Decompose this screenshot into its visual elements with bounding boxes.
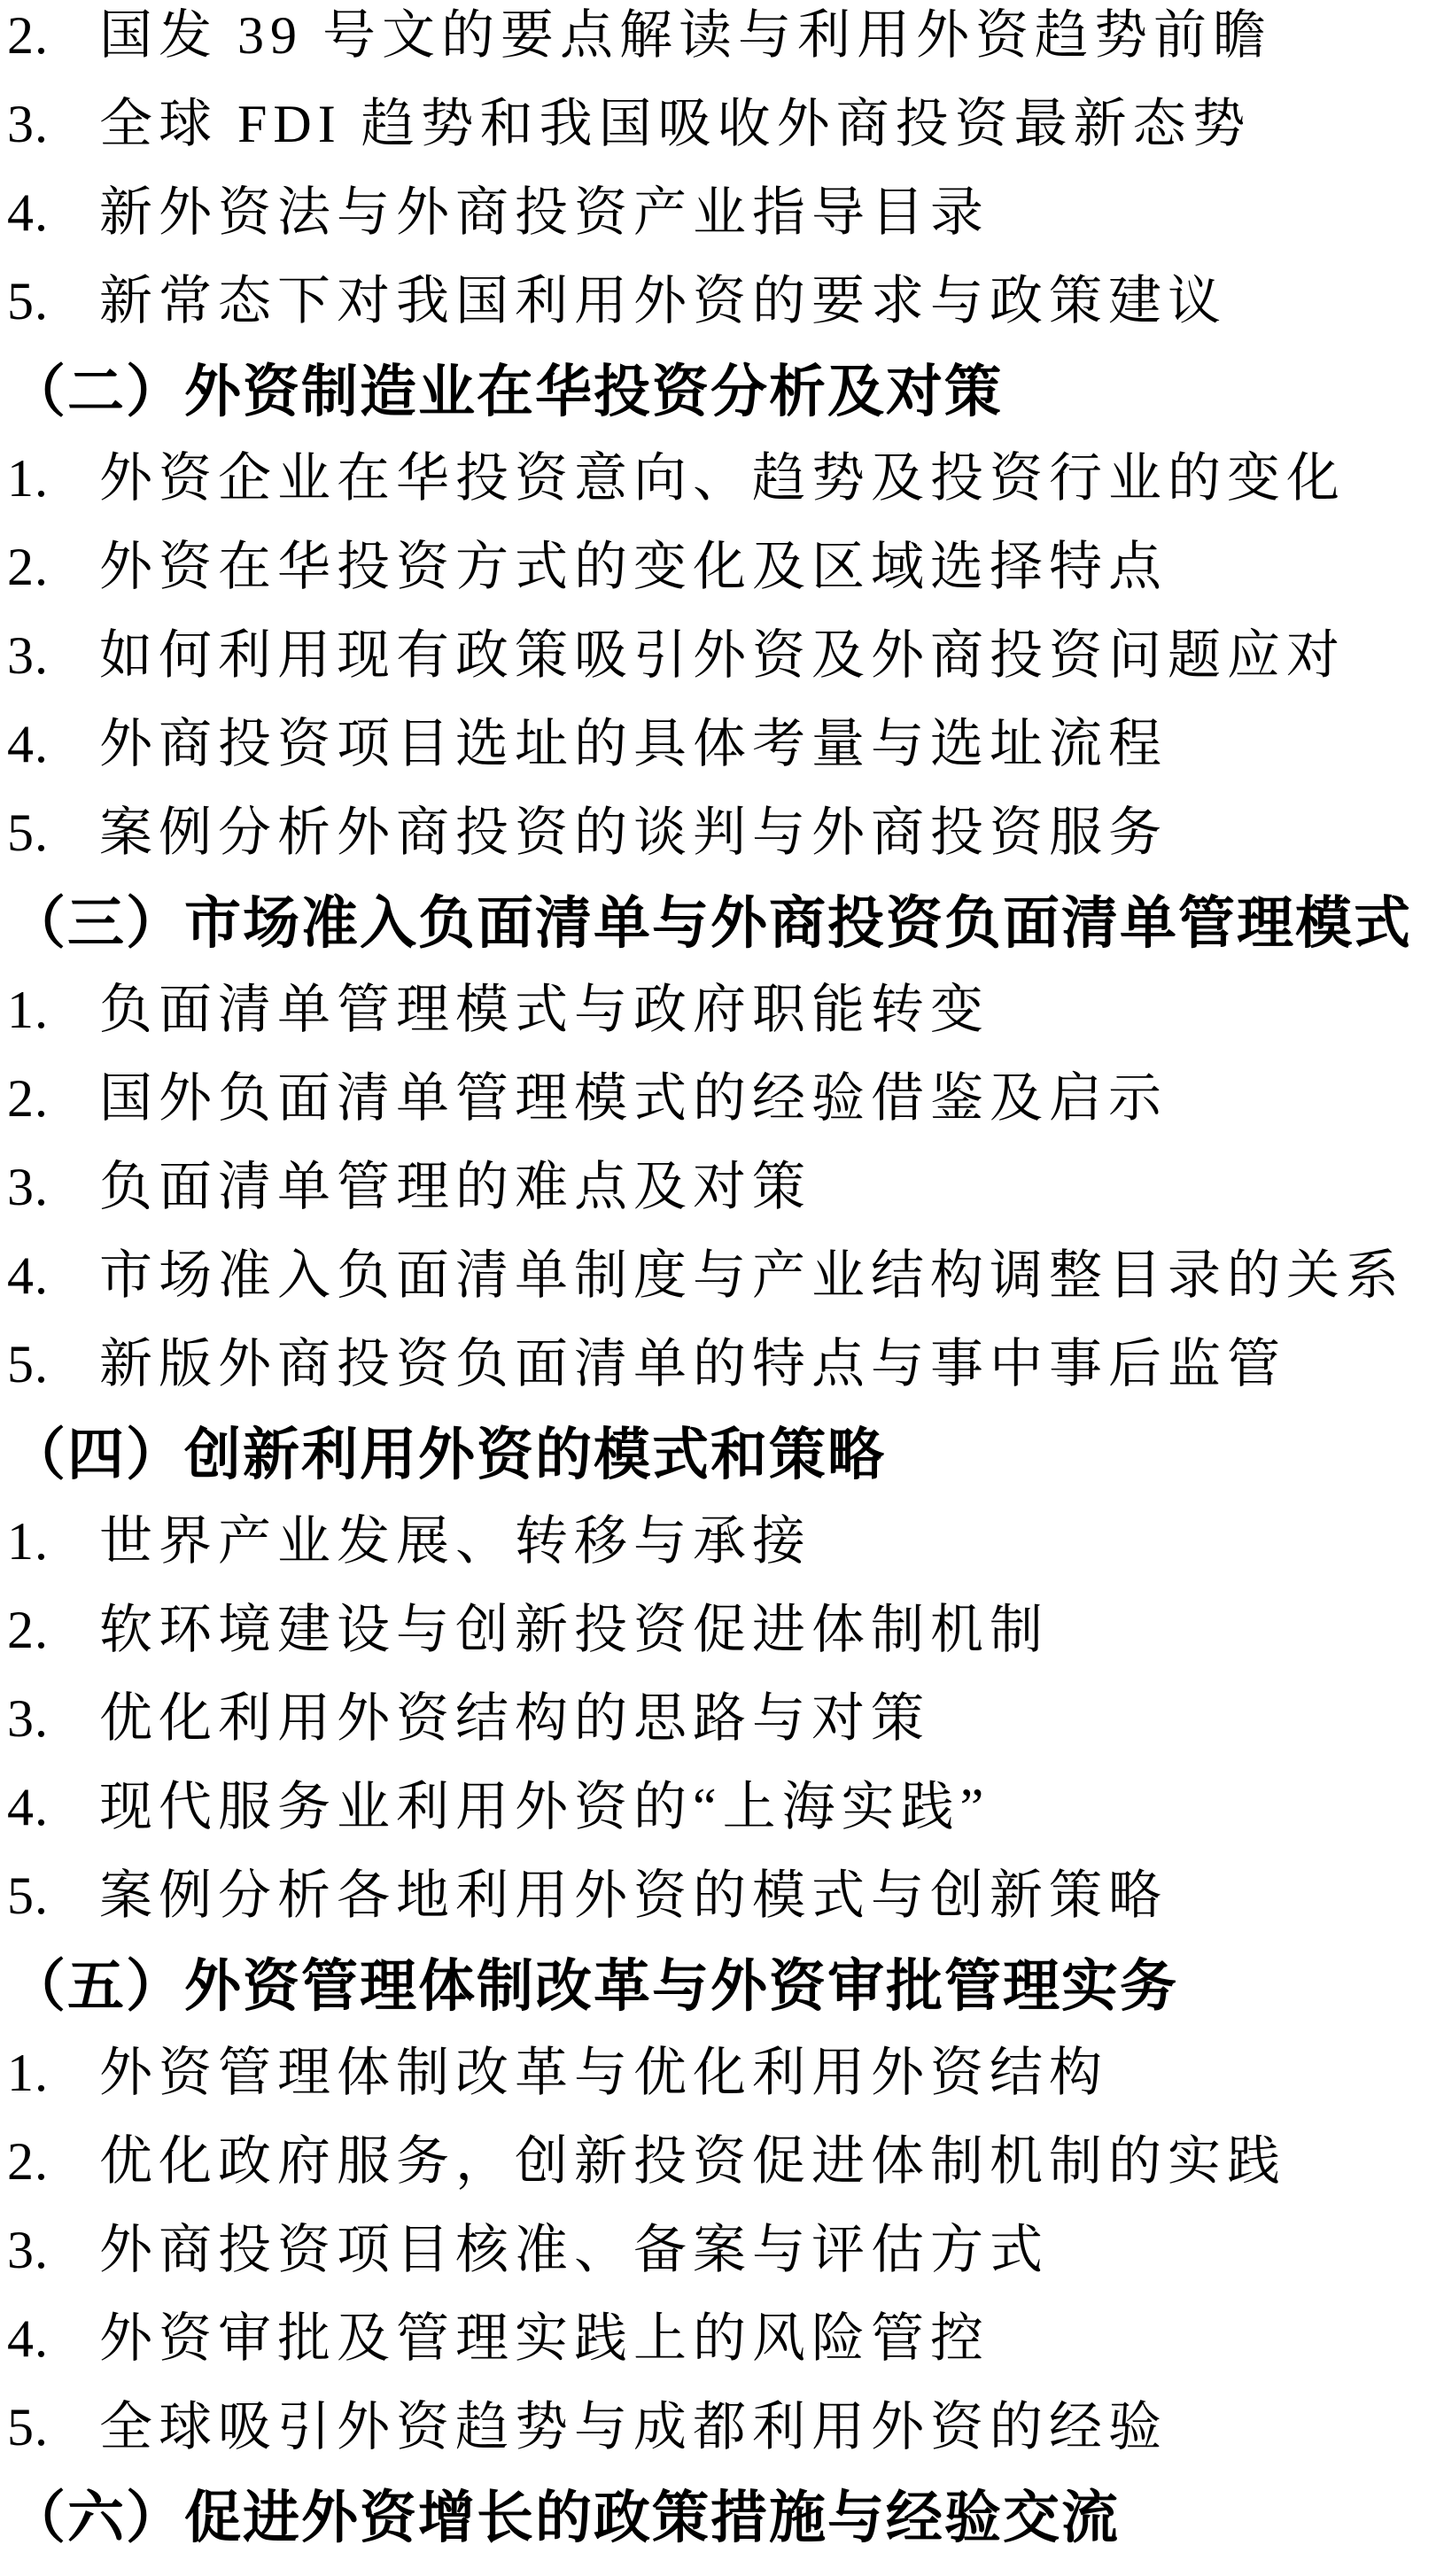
section-heading [0, 2487, 1444, 2576]
item-text: 外商投资项目选址的具体考量与选址流程 [99, 715, 1168, 773]
item-number: 4. [7, 2309, 49, 2368]
outline-item [0, 450, 1444, 539]
outline-item [0, 627, 1444, 716]
outline-item [0, 96, 1444, 184]
item-text: 外资在华投资方式的变化及区域选择特点 [99, 538, 1168, 596]
heading-text: （五）外资管理体制改革与外资审批管理实务 [9, 1955, 1178, 2018]
item-text: 国外负面清单管理模式的经验借鉴及启示 [99, 1069, 1168, 1128]
item-text: 负面清单管理模式与政府职能转变 [99, 981, 990, 1039]
outline-item [0, 2310, 1444, 2399]
item-number: 2. [7, 538, 49, 596]
outline-item [0, 716, 1444, 804]
item-text: 负面清单管理的难点及对策 [99, 1158, 811, 1216]
item-number: 3. [7, 95, 49, 153]
outline-item [0, 2045, 1444, 2133]
outline-item [0, 539, 1444, 627]
item-number: 2. [7, 1069, 49, 1128]
outline-item [0, 1336, 1444, 1424]
item-number: 3. [7, 1158, 49, 1216]
item-number: 4. [7, 715, 49, 773]
outline-item [0, 1513, 1444, 1602]
outline-item [0, 1159, 1444, 1247]
outline-item [0, 7, 1444, 96]
item-number: 1. [7, 981, 49, 1039]
heading-text: （二）外资制造业在华投资分析及对策 [9, 361, 1003, 423]
outline-item [0, 2133, 1444, 2222]
outline-item [0, 273, 1444, 361]
item-text: 外商投资项目核准、备案与评估方式 [99, 2221, 1049, 2279]
outline-item [0, 1247, 1444, 1336]
item-number: 2. [7, 2132, 49, 2191]
item-number: 5. [7, 1866, 49, 1925]
item-text: 软环境建设与创新投资促进体制机制 [99, 1601, 1049, 1659]
heading-text: （四）创新利用外资的模式和策略 [9, 1424, 886, 1486]
item-text: 新外资法与外商投资产业指导目录 [99, 183, 990, 242]
item-number: 5. [7, 803, 49, 862]
item-text: 市场准入负面清单制度与产业结构调整目录的关系 [99, 1246, 1405, 1305]
heading-text: （三）市场准入负面清单与外商投资负面清单管理模式 [9, 892, 1412, 955]
section-heading [0, 893, 1444, 982]
item-number: 4. [7, 1778, 49, 1836]
item-number: 5. [7, 2398, 49, 2456]
item-text: 如何利用现有政策吸引外资及外商投资问题应对 [99, 626, 1346, 685]
item-text: 国发 39 号文的要点解读与利用外资趋势前瞻 [99, 6, 1272, 65]
item-text: 新版外商投资负面清单的特点与事中事后监管 [99, 1335, 1286, 1393]
outline-item [0, 2222, 1444, 2310]
outline-item [0, 1867, 1444, 1956]
outline-item [0, 2399, 1444, 2487]
outline-item [0, 1779, 1444, 1867]
item-number: 1. [7, 2044, 49, 2102]
item-number: 5. [7, 272, 49, 330]
outline-item [0, 982, 1444, 1070]
item-text: 新常态下对我国利用外资的要求与政策建议 [99, 272, 1227, 330]
outline-lines [0, 7, 1444, 2576]
outline-item [0, 1602, 1444, 1690]
item-number: 3. [7, 2221, 49, 2279]
item-text: 优化利用外资结构的思路与对策 [99, 1689, 930, 1748]
item-number: 3. [7, 1689, 49, 1748]
outline-item [0, 184, 1444, 273]
item-text: 全球 FDI 趋势和我国吸收外商投资最新态势 [99, 95, 1252, 153]
heading-text: （六）促进外资增长的政策措施与经验交流 [9, 2487, 1120, 2549]
item-text: 外资审批及管理实践上的风险管控 [99, 2309, 990, 2368]
item-text: 现代服务业利用外资的“上海实践” [99, 1778, 990, 1836]
item-number: 1. [7, 1512, 49, 1571]
item-number: 2. [7, 1601, 49, 1659]
section-heading [0, 1424, 1444, 1513]
item-text: 外资管理体制改革与优化利用外资结构 [99, 2044, 1108, 2102]
outline-item [0, 1070, 1444, 1159]
section-heading [0, 1956, 1444, 2045]
outline-item [0, 1690, 1444, 1779]
item-text: 世界产业发展、转移与承接 [99, 1512, 811, 1571]
item-number: 1. [7, 449, 49, 508]
item-number: 4. [7, 1246, 49, 1305]
item-text: 外资企业在华投资意向、趋势及投资行业的变化 [99, 449, 1346, 508]
item-text: 全球吸引外资趋势与成都利用外资的经验 [99, 2398, 1168, 2456]
outline-item [0, 804, 1444, 893]
item-number: 3. [7, 626, 49, 685]
item-text: 案例分析外商投资的谈判与外商投资服务 [99, 803, 1168, 862]
item-text: 优化政府服务，创新投资促进体制机制的实践 [99, 2132, 1286, 2191]
item-text: 案例分析各地利用外资的模式与创新策略 [99, 1866, 1168, 1925]
item-number: 5. [7, 1335, 49, 1393]
item-number: 4. [7, 183, 49, 242]
section-heading [0, 361, 1444, 450]
item-number: 2. [7, 6, 49, 65]
